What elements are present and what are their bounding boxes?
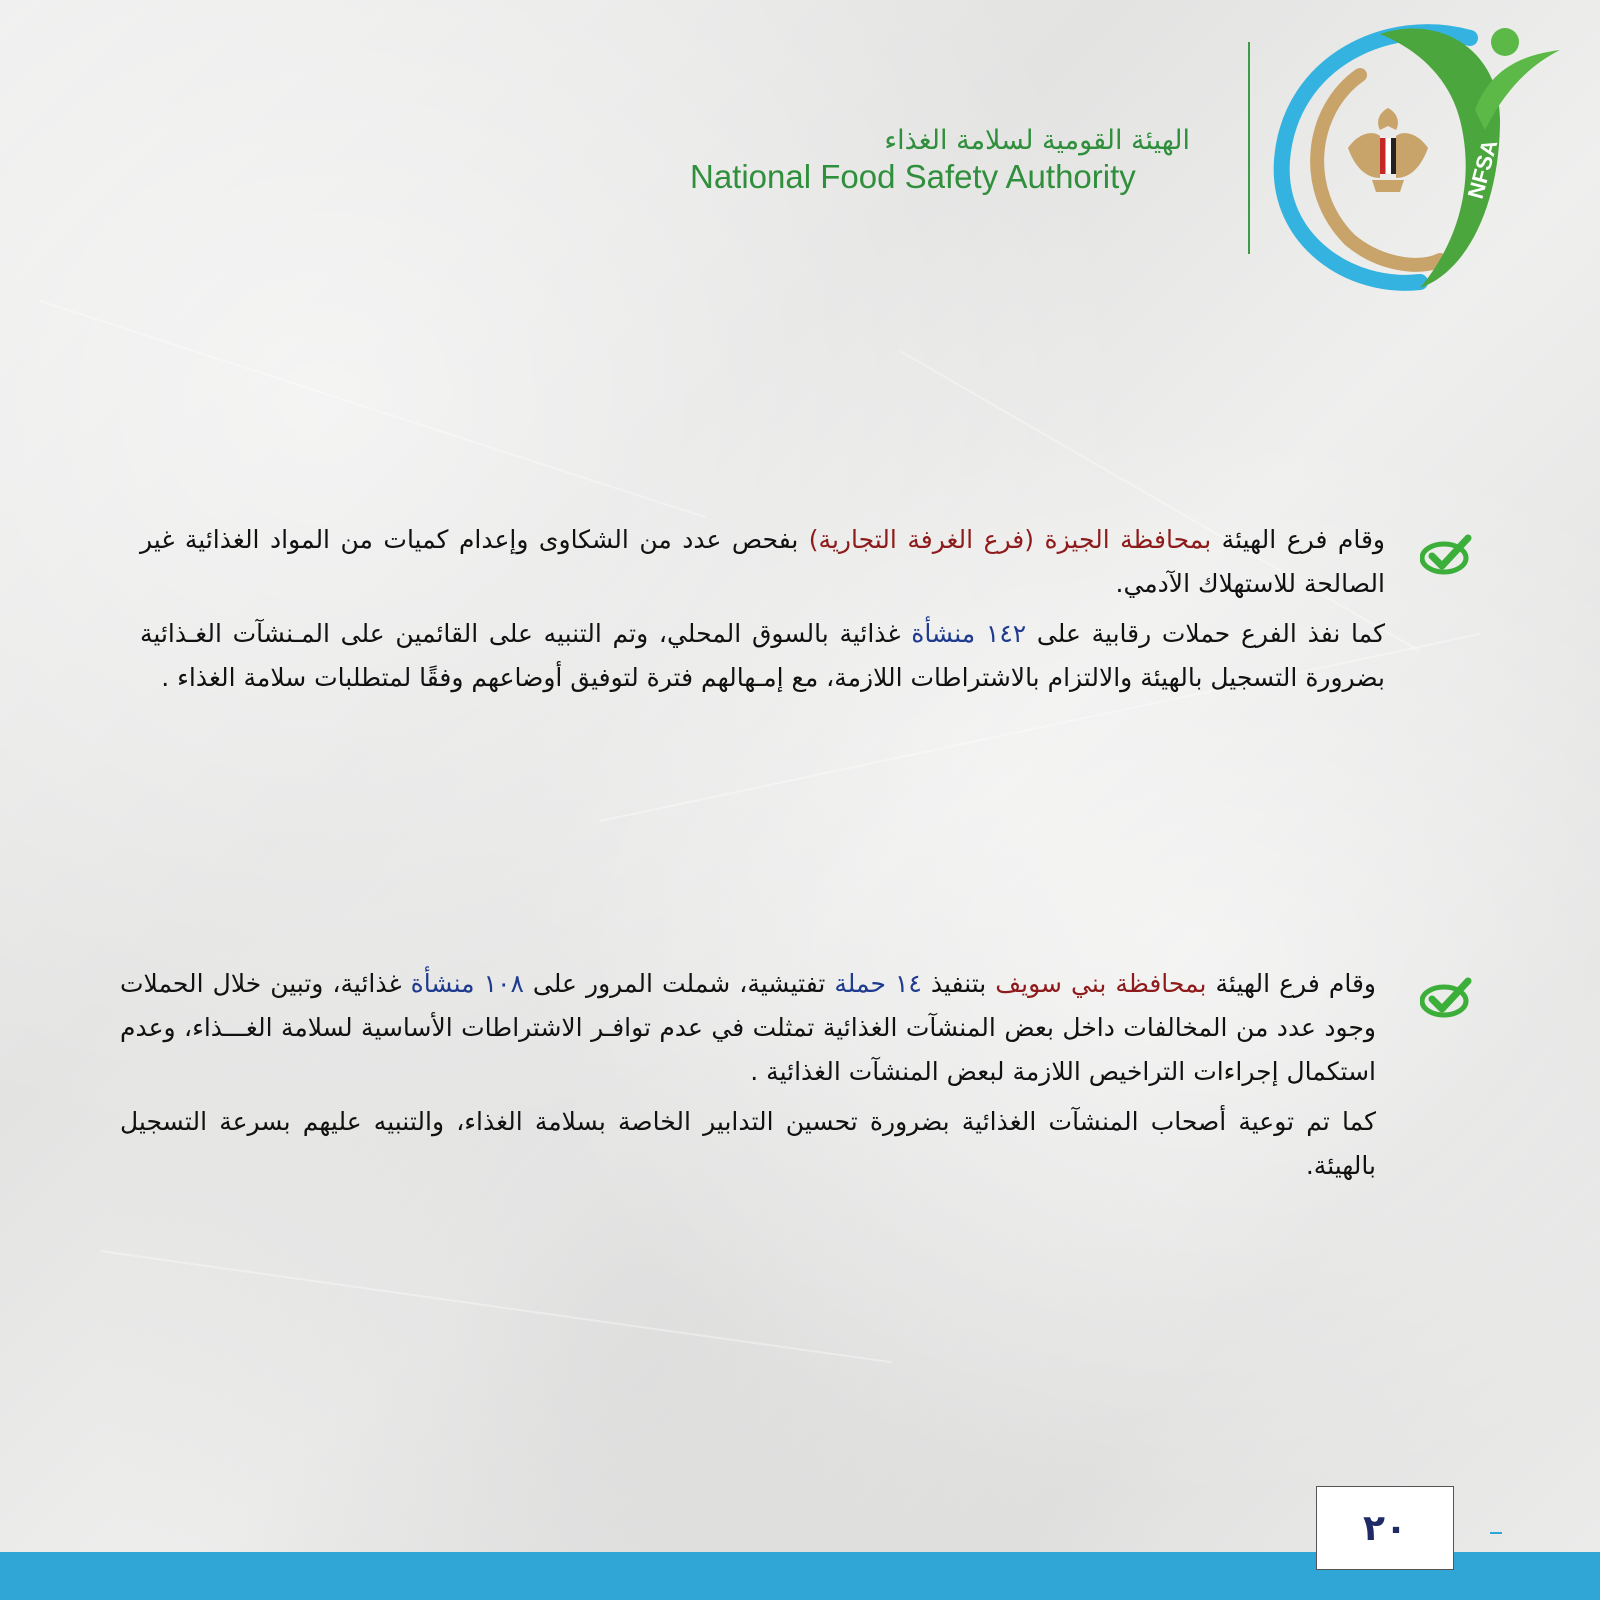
text-segment: وقام فرع الهيئة — [1211, 525, 1386, 554]
text-segment: كما تم توعية أصحاب المنشآت الغذائية بضرورة تحسين التدابير الخاصة بسلامة الغذاء، والتنبيه عليهم بسرعة التسجيل بالهيئة. — [120, 1107, 1376, 1180]
check-icon — [1420, 532, 1472, 576]
check-icon — [1420, 975, 1472, 1019]
logo-text: NFSA — [1462, 136, 1503, 202]
header-divider — [1248, 42, 1250, 254]
highlight-blue: ١٤٢ منشأة — [911, 619, 1027, 648]
page-number: ٢٠ — [1316, 1486, 1454, 1570]
paragraph — [120, 1100, 1376, 1188]
highlight-red: بمحافظة الجيزة (فرع الغرفة التجارية) — [808, 525, 1212, 554]
org-name-arabic: الهيئة القومية لسلامة الغذاء — [884, 125, 1190, 156]
paragraph — [120, 962, 1376, 1094]
text-segment: تفتيشية، شملت المرور على — [523, 969, 835, 998]
highlight-blue: ١٤ حملة — [834, 969, 922, 998]
page-dash — [1490, 1532, 1502, 1534]
text-segment: بفحص عدد من الشكاوى وإعدام كميات من المواد الغذائية غير الصالحة للاستهلاك الآدمي. — [140, 525, 1385, 598]
highlight-blue: ١٠٨ منشأة — [410, 969, 524, 998]
brand-header — [690, 125, 1210, 196]
text-segment: كما نفذ الفرع حملات رقابية على — [1026, 619, 1385, 648]
section-giza — [140, 518, 1385, 706]
nfsa-logo-icon — [1270, 20, 1570, 295]
paragraph — [140, 518, 1385, 606]
paragraph — [140, 612, 1385, 700]
highlight-red: بمحافظة بني سويف — [995, 969, 1207, 998]
text-segment: وقام فرع الهيئة — [1206, 969, 1376, 998]
text-segment: غذائية، وتبين خلال الحملات وجود عدد من المخالفات داخل بعض المنشآت الغذائية تمثلت في عدم توافـر الاشتراطات الأساسية لسلامة الغـــذاء، وعدم استكمال إجراءات التراخيص اللازمة لبعض المنشآت الغذائية . — [120, 969, 1376, 1086]
text-segment: بتنفيذ — [921, 969, 996, 998]
text-segment: غذائية بالسوق المحلي، وتم التنبيه على القائمين على المـنشآت الغـذائية بضرورة التسجيل بالهيئة والالتزام بالاشتراطات اللازمة، مع إمـهالهم فترة لتوفيق أوضاعهم وفقًا لمتطلبات سلامة الغذاء . — [140, 619, 1385, 692]
section-beni-suef — [120, 962, 1376, 1194]
org-name-english: National Food Safety Authority — [690, 158, 1136, 195]
